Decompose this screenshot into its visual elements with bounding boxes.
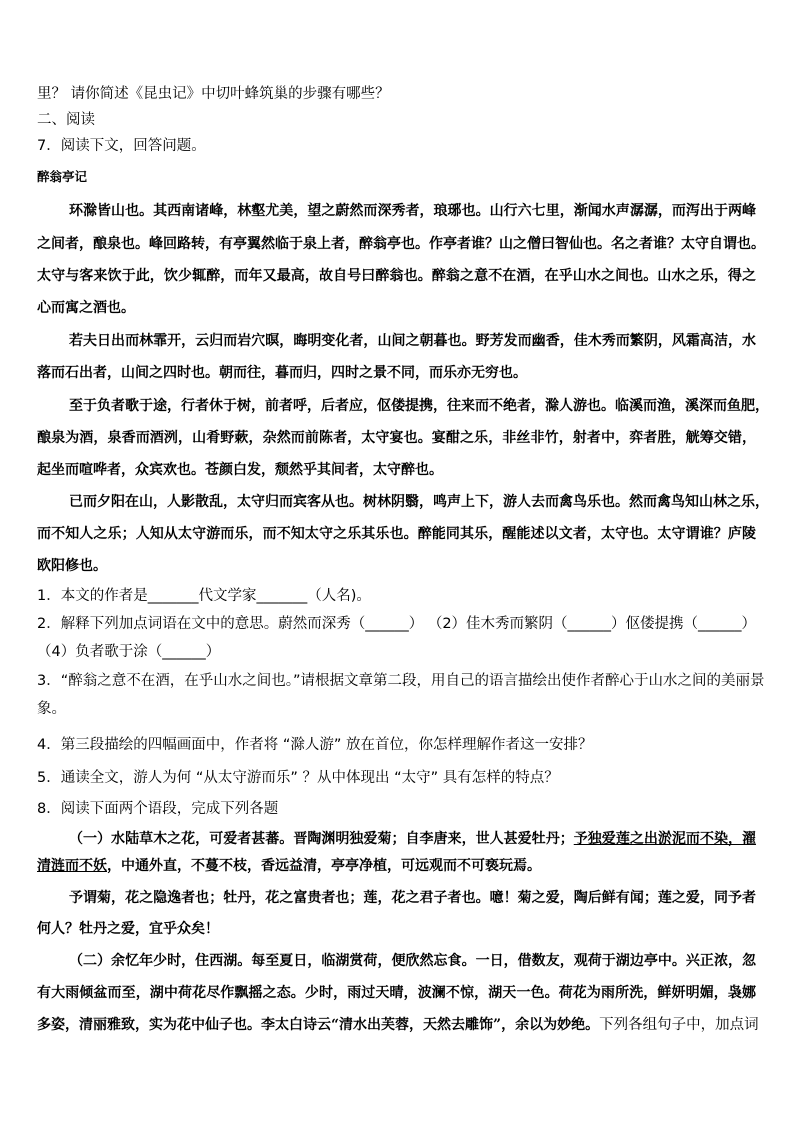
q8-passage-b-line: 有大雨倾盆而至，湖中荷花尽作飘摇之态。少时，雨过天晴，波澜不惊，湖天一色。荷花为雨所洗，鲜妍明媚，袅娜 — [37, 985, 756, 1001]
passage-p2-line: 落而石出者，山间之四时也。朝而往，暮而归，四时之景不同，而乐亦无穷也。 — [37, 365, 527, 381]
q8-prompt: 8．阅读下面两个语段，完成下列各题 — [37, 801, 279, 817]
q7-sub2: 2．解释下列加点词语在文中的意思。蔚然而深秀（______） （2）佳木秀而繁阴（______）伛偻提携（______） — [37, 616, 757, 632]
q8-passage-a-line: 予谓菊，花之隐逸者也；牡丹，花之富贵者也；莲，花之君子者也。噫！菊之爱，陶后鲜有闻；莲之爱，同予者 — [69, 890, 756, 906]
underlined-sentence: 清涟而不妖 — [37, 858, 107, 874]
passage-a-text: ，中通外直，不蔓不枝，香远益清，亭亭净植，可远观而不可亵玩焉。 — [107, 858, 541, 874]
q8-sub-prompt: 下列各组句子中，加点词 — [599, 1017, 759, 1033]
passage-p4-line: 而不知人之乐；人知从太守游而乐，而不知太守之乐其乐也。醉能同其乐，醒能述以文者，太守也。太守谓谁？庐陵 — [37, 526, 756, 542]
q7-sub3: 3．“醉翁之意不在酒，在乎山水之间也。”请根据文章第二段，用自己的语言描绘出使作者醉心于山水之间的美丽景 — [37, 673, 765, 689]
passage-p1-line: 心而寓之酒也。 — [37, 300, 135, 316]
q7-sub2-cont: （4）负者歌于涂（______） — [37, 644, 221, 660]
q7-prompt: 7．阅读下文，回答问题。 — [37, 138, 206, 154]
q8-passage-a-line: 何人？牡丹之爱，宜乎众矣！ — [37, 921, 219, 937]
q8-passage-a-line — [37, 855, 541, 875]
passage-p4-line: 欧阳修也。 — [37, 558, 107, 574]
passage-p1-line: 之间者，酿泉也。峰回路转，有亭翼然临于泉上者，醉翁亭也。作亭者谁？山之僧曰智仙也。名之者谁？太守自谓也。 — [37, 236, 765, 252]
passage-b-text: 多姿，清丽雅致，实为花中仙子也。李太白诗云“清水出芙蓉，天然去雕饰”，余以为妙绝。 — [37, 1017, 600, 1033]
passage-p3-line: 至于负者歌于途，行者休于树，前者呼，后者应，伛偻提携，往来而不绝者，滁人游也。临溪而渔，溪深而鱼肥， — [69, 398, 769, 414]
q8-passage-b-line: （二）余忆年少时，住西湖。每至夏日，临湖赏荷，便欣然忘食。一日，借数友，观荷于湖边亭中。兴正浓，忽 — [69, 953, 756, 969]
passage-p1-line: 太守与客来饮于此，饮少辄醉，而年又最高，故自号曰醉翁也。醉翁之意不在酒，在乎山水之间也。山水之乐，得之 — [37, 268, 756, 284]
q7-sub3-cont: 象。 — [37, 701, 66, 717]
q8-passage-a-line — [69, 828, 756, 848]
passage-p2-line: 若夫日出而林霏开，云归而岩穴暝，晦明变化者，山间之朝暮也。野芳发而幽香，佳木秀而繁阴，风霜高洁，水 — [69, 333, 756, 349]
q7-sub5: 5．通读全文，游人为何 “从太守游而乐” ？从中体现出 “太守” 具有怎样的特点？ — [37, 770, 559, 786]
q6-continuation: 里？ 请你简述《昆虫记》中切叶蜂筑巢的步骤有哪些？ — [37, 86, 390, 102]
passage-title: 醉翁亭记 — [37, 169, 88, 184]
section-heading: 二、阅读 — [37, 112, 95, 128]
passage-p3-line: 酿泉为酒，泉香而酒洌，山肴野蔌，杂然而前陈者，太守宴也。宴酣之乐，非丝非竹，射者中，弈者胜，觥筹交错， — [37, 430, 756, 446]
passage-p1-line: 环滁皆山也。其西南诸峰，林壑尤美，望之蔚然而深秀者，琅琊也。山行六七里，渐闻水声潺潺，而泻出于两峰 — [69, 203, 756, 219]
q7-sub4: 4．第三段描绘的四幅画面中，作者将 “滁人游” 放在首位，你怎样理解作者这一安排？ — [37, 737, 593, 753]
q8-passage-b-line — [37, 1013, 759, 1034]
passage-p3-line: 起坐而喧哗者，众宾欢也。苍颜白发，颓然乎其间者，太守醉也。 — [37, 462, 443, 478]
q7-sub1: 1．本文的作者是_______代文学家_______（人名)。 — [37, 588, 371, 604]
passage-a-text: （一）水陆草木之花，可爱者甚蕃。晋陶渊明独爱菊；自李唐来，世人甚爱牡丹； — [69, 831, 574, 847]
passage-p4-line: 已而夕阳在山，人影散乱，太守归而宾客从也。树林阴翳，鸣声上下，游人去而禽鸟乐也。然而禽鸟知山林之乐， — [69, 494, 769, 510]
underlined-sentence: 予独爱莲之出淤泥而不染，濯 — [573, 831, 757, 847]
